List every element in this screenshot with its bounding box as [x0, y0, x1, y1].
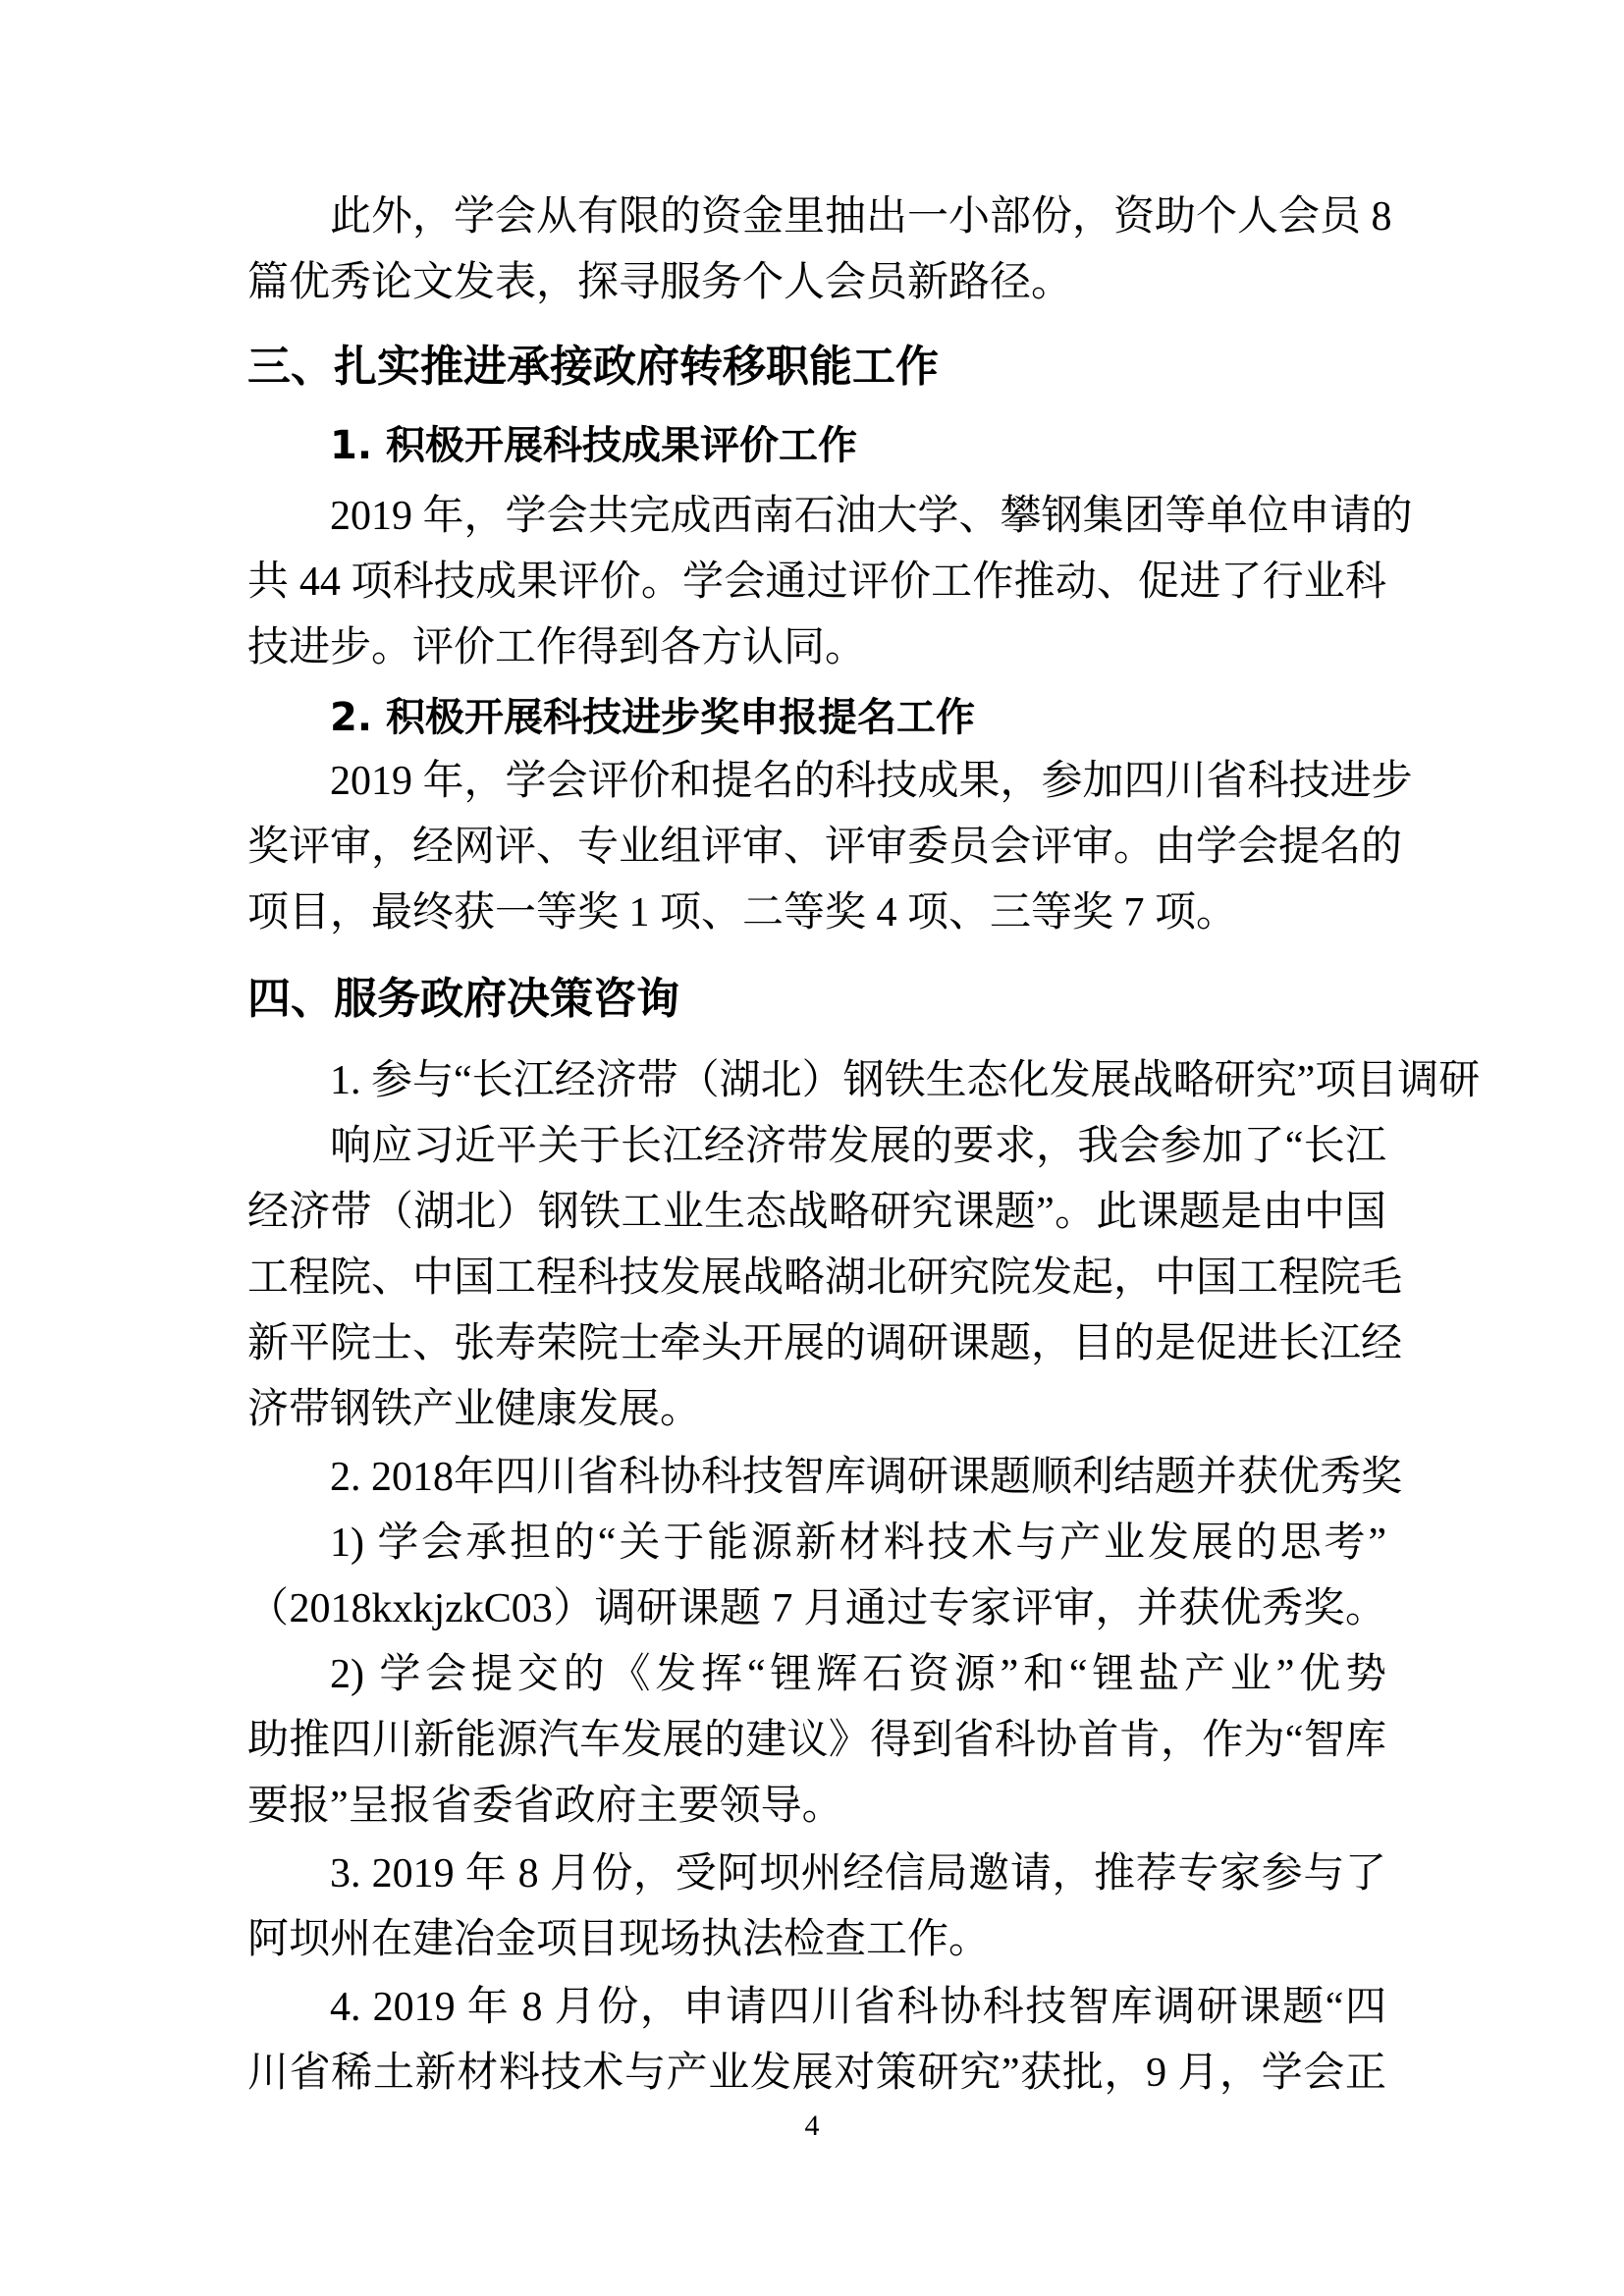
paragraph-line: 3. 2019 年 8 月份，受阿坝州经信局邀请，推荐专家参与了 — [330, 1851, 1386, 1896]
paragraph-line: 响应习近平关于长江经济带发展的要求，我会参加了“长江 — [330, 1124, 1386, 1169]
paragraph-line: 奖评审，经网评、专业组评审、评审委员会评审。由学会提名的 — [247, 825, 1403, 870]
paragraph-line: 1. 参与“长江经济带（湖北）钢铁生态化发展战略研究”项目调研 — [330, 1058, 1481, 1103]
paragraph-line: 川省稀土新材料技术与产业发展对策研究”获批，9 月，学会正 — [247, 2051, 1386, 2096]
paragraph-line: 项目，最终获一等奖 1 项、二等奖 4 项、三等奖 7 项。 — [247, 890, 1238, 935]
section-heading: 三、扎实推进承接政府转移职能工作 — [247, 342, 939, 392]
paragraph-line: 阿坝州在建冶金项目现场执法检查工作。 — [247, 1917, 991, 1962]
paragraph-line: 篇优秀论文发表，探寻服务个人会员新路径。 — [247, 260, 1073, 305]
section-heading: 四、服务政府决策咨询 — [247, 974, 679, 1024]
paragraph-line: 助推四川新能源汽车发展的建议》得到省科协首肯，作为“智库 — [247, 1718, 1386, 1763]
paragraph-line: 2. 2018年四川省科协科技智库调研课题顺利结题并获优秀奖 — [330, 1455, 1403, 1500]
paragraph-line: 2019 年，学会共完成西南石油大学、攀钢集团等单位申请的 — [330, 494, 1413, 539]
paragraph-line: （2018kxkjzkC03）调研课题 7 月通过专家评审，并获优秀奖。 — [247, 1586, 1386, 1631]
paragraph-line: 要报”呈报省委省政府主要领导。 — [247, 1784, 843, 1829]
paragraph-line: 4. 2019 年 8 月份，申请四川省科协科技智库调研课题“四 — [330, 1985, 1386, 2030]
page-number: 4 — [804, 2109, 820, 2142]
paragraph-line: 1) 学会承担的“关于能源新材料技术与产业发展的思考” — [330, 1521, 1386, 1566]
paragraph-line: 2) 学会提交的《发挥“锂辉石资源”和“锂盐产业”优势 — [330, 1652, 1386, 1697]
paragraph-line: 经济带（湖北）钢铁工业生态战略研究课题”。此课题是由中国 — [247, 1190, 1386, 1235]
paragraph-line: 工程院、中国工程科技发展战略湖北研究院发起，中国工程院毛 — [247, 1255, 1403, 1301]
paragraph-line: 此外，学会从有限的资金里抽出一小部份，资助个人会员 8 — [330, 194, 1392, 240]
subsection-heading: 1. 积极开展科技成果评价工作 — [330, 423, 857, 468]
paragraph-line: 济带钢铁产业健康发展。 — [247, 1387, 702, 1432]
paragraph-line: 技进步。评价工作得到各方认同。 — [247, 625, 867, 670]
subsection-heading: 2. 积极开展科技进步奖申报提名工作 — [330, 695, 975, 740]
paragraph-line: 2019 年，学会评价和提名的科技成果，参加四川省科技进步 — [330, 759, 1413, 804]
paragraph-line: 共 44 项科技成果评价。学会通过评价工作推动、促进了行业科 — [247, 560, 1386, 605]
paragraph-line: 新平院士、张寿荣院士牵头开展的调研课题，目的是促进长江经 — [247, 1321, 1403, 1366]
